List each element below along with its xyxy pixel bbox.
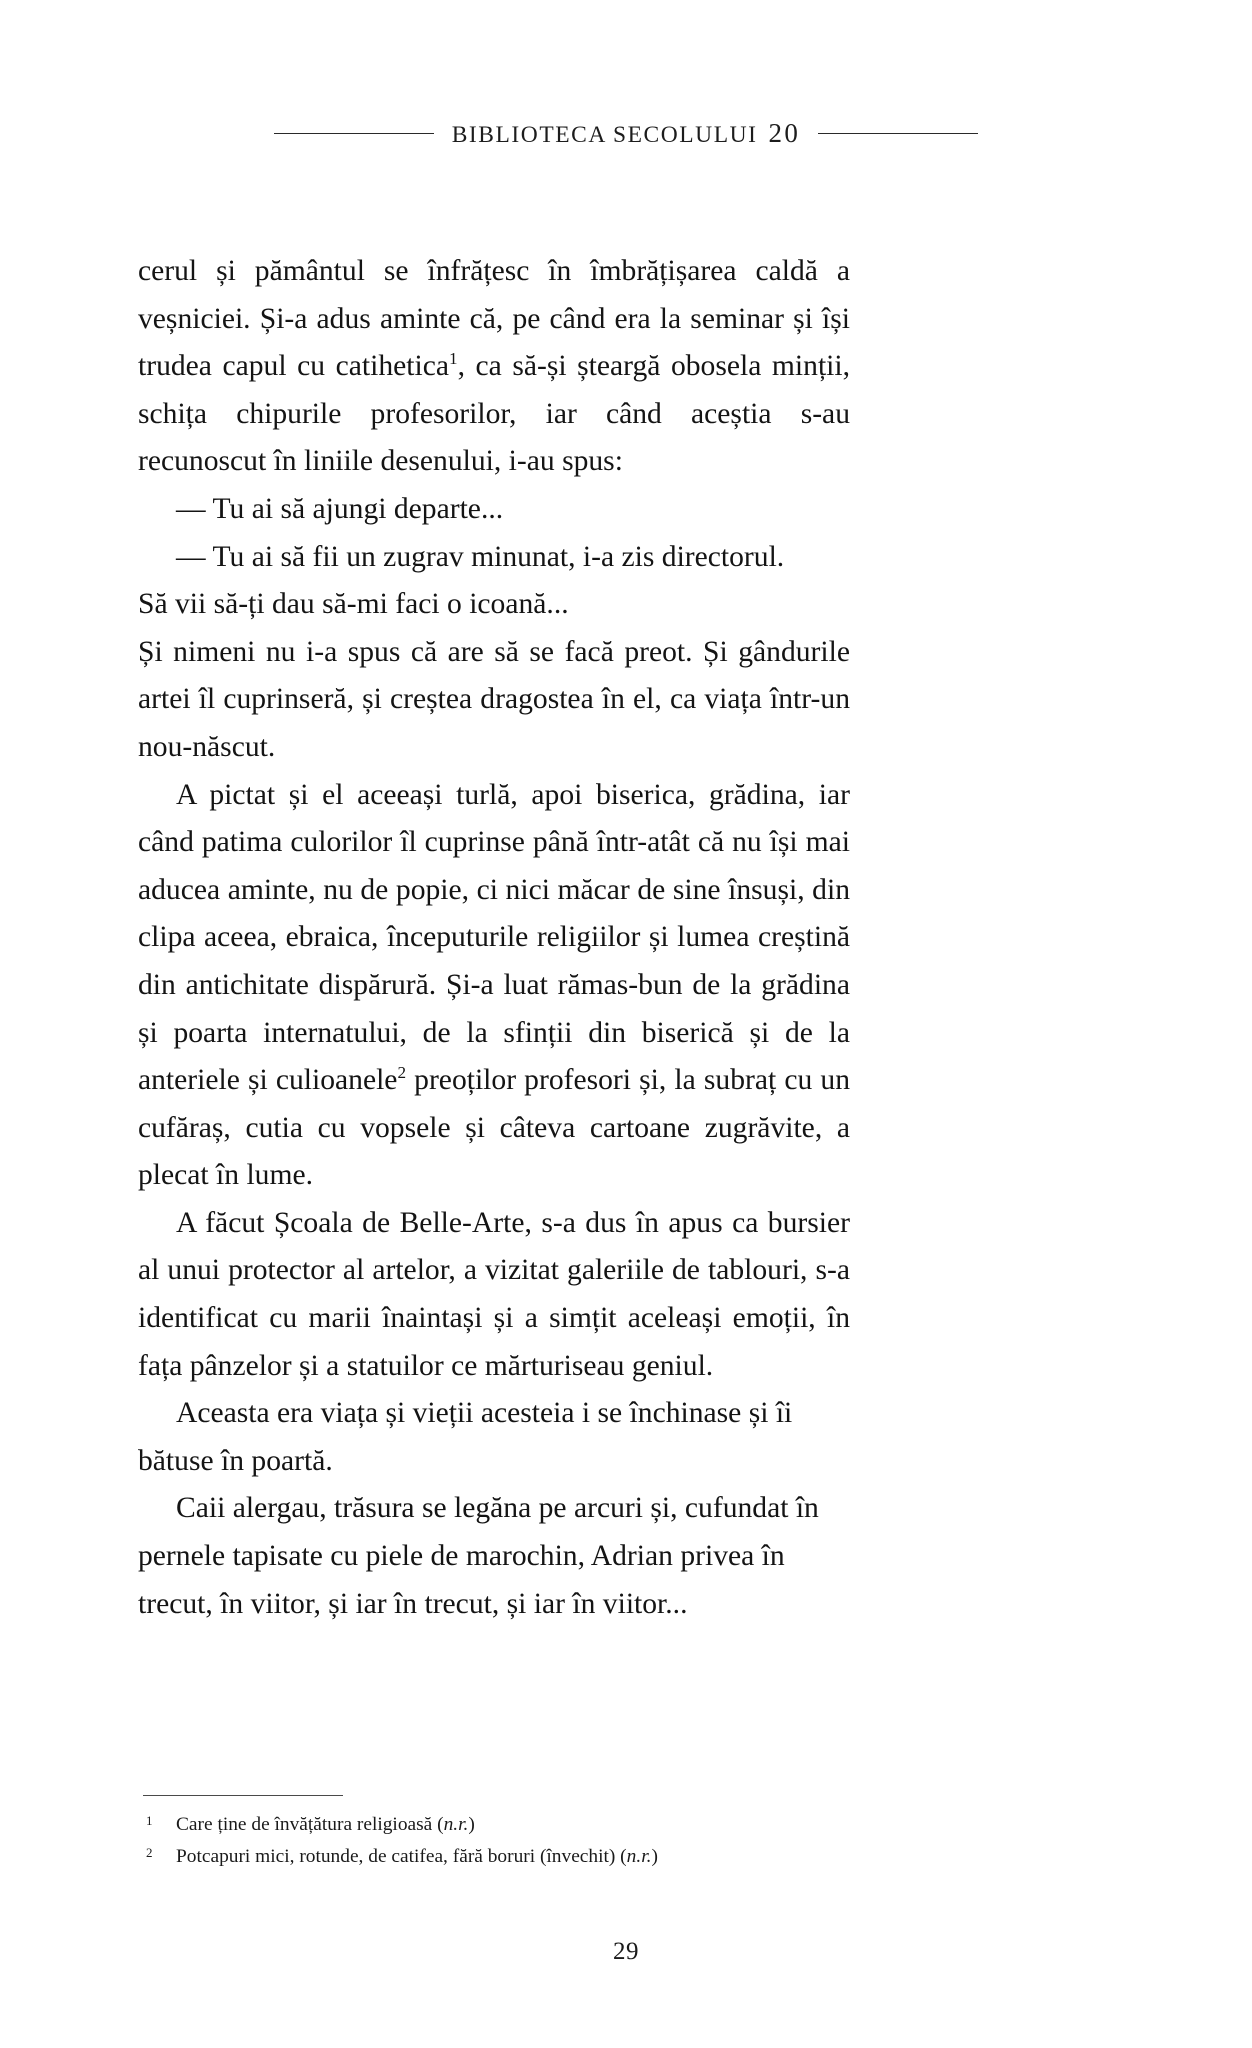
folio	[0, 1938, 1252, 1966]
footnote-number: 2	[146, 1845, 153, 1860]
paragraph-text-continued: preoților profesori și, la subraț cu un cufăraș, cutia cu vopsele și câteva cartoane zugrăvite, a plecat în lume.	[138, 1064, 850, 1192]
dialogue-line: — Tu ai să ajungi departe...	[176, 492, 504, 525]
footnote-tail: )	[468, 1814, 475, 1835]
footnote-ref-1[interactable]: 1	[448, 349, 458, 369]
footnote-body: Potcapuri mici, rotunde, de catifea, fără boruri (învechit) (	[176, 1846, 627, 1867]
footnote-item	[138, 1810, 850, 1840]
footnote-body: Care ține de învățătura religioasă (	[176, 1814, 444, 1835]
header-rule-left	[274, 133, 434, 134]
body-text	[138, 248, 850, 1628]
footnote-text	[176, 1842, 850, 1872]
footnote-italic-note: n.r.	[443, 1814, 469, 1835]
paragraph-text: cerul și pământul se înfrățesc în îmbrățișarea caldă a veșniciei. Și-a adus aminte că, pe când era la seminar și își trudea capul cu catihetica	[138, 255, 850, 383]
paragraph: Să vii să-ți dau să-mi faci o icoană...	[138, 588, 569, 621]
paragraph: Și nimeni nu i-a spus că are să se facă preot. Și gândurile artei îl cuprinseră, și creștea dragostea în el, ca viața într-un nou-născut.	[138, 635, 850, 763]
paragraph	[138, 772, 850, 1200]
running-header	[0, 118, 1252, 149]
footnote-section	[138, 1795, 850, 1874]
paragraph	[138, 248, 850, 486]
dialogue-line: — Tu ai să fii un zugrav minunat, i-a zis directorul.	[176, 540, 785, 573]
page-number: 29	[613, 1938, 639, 1965]
footnote-italic-note: n.r.	[626, 1846, 652, 1867]
paragraph: Caii alergau, trăsura se legăna pe arcuri și, cufundat în pernele tapisate cu piele de marochin, Adrian privea în trecut, în viitor, și iar în trecut, și iar în viitor...	[138, 1492, 819, 1620]
footnote-ref-2[interactable]: 2	[397, 1063, 407, 1083]
header-title-number: 20	[768, 118, 801, 148]
footnote-separator-rule	[143, 1795, 343, 1796]
page-title	[452, 118, 801, 149]
header-title-words: BIBLIOTECA SECOLULUI	[451, 122, 758, 148]
header-rule-right	[818, 133, 978, 134]
paragraph: A făcut Școala de Belle-Arte, s-a dus în apus ca bursier al unui protector al artelor, a vizitat galeriile de tablouri, s-a identificat cu marii înaintași și a simțit aceleași emoții, în fața pânzelor și a statuilor ce mărturiseau geniul.	[138, 1206, 850, 1382]
footnote-number: 1	[146, 1813, 153, 1828]
paragraph-text-continued: , ca să-și șteargă obosela minții, schița chipurile profesorilor, iar când aceștia s-au recunoscut în liniile desenului, i-au spus:	[138, 350, 851, 478]
paragraph-text: A pictat și el aceeași turlă, apoi biserica, grădina, iar când patima culorilor îl cuprinse până într-atât că nu își mai aducea aminte, nu de popie, ci nici măcar de sine însuși, din clipa aceea, ebraica, începuturile religiilor și lumea creștină din antichitate dispărură. Și-a luat rămas-bun de la grădina și poarta internatului, de la sfinții din biserică și de la anteriele și culioanele	[138, 778, 850, 1097]
footnote-text	[176, 1810, 850, 1840]
paragraph: Aceasta era viața și vieții acesteia i se închinase și îi bătuse în poartă.	[138, 1397, 793, 1477]
footnote-tail: )	[651, 1846, 658, 1867]
footnote-item	[138, 1842, 850, 1872]
